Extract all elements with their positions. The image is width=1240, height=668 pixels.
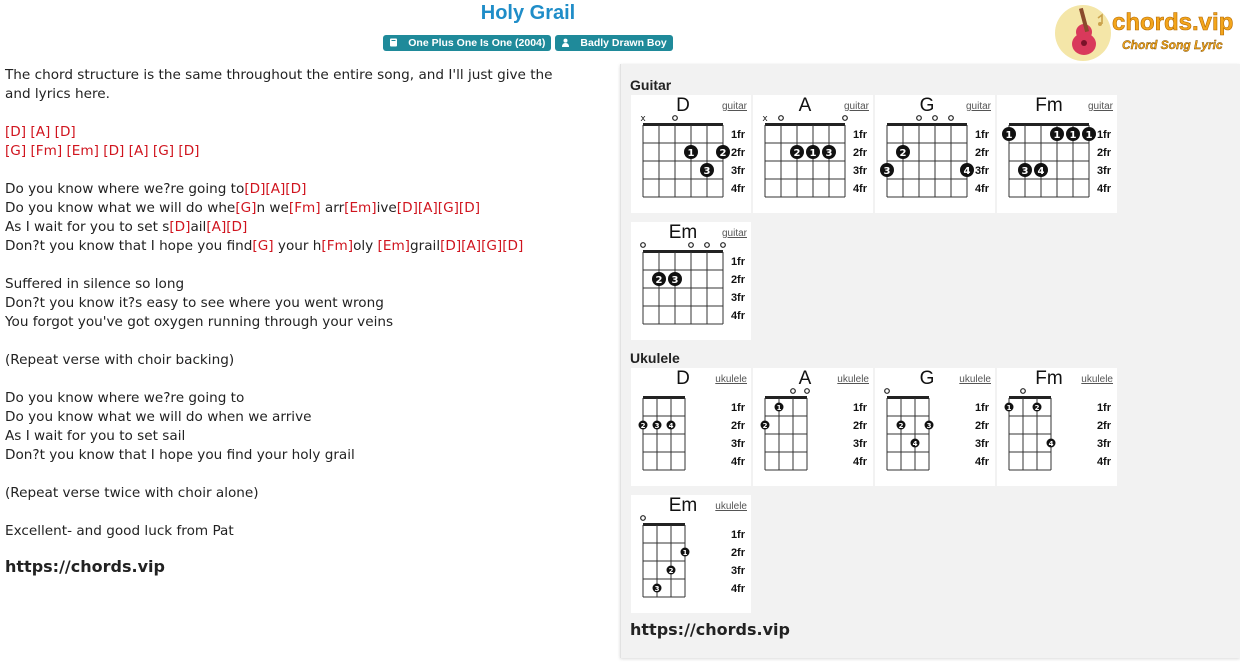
fret-label: 1fr: [730, 256, 745, 268]
fret-label: 1fr: [730, 402, 745, 414]
lyric-line: [5, 427, 605, 446]
chord-tag[interactable]: [D][A][G][D]: [440, 238, 524, 254]
finger-number: 2: [719, 148, 727, 159]
ukulele-link[interactable]: ukulele: [837, 374, 869, 385]
ukulele-chord-em[interactable]: [631, 495, 751, 613]
lyric-line: [5, 503, 605, 522]
lyric-text: You forgot you've got oxygen running through your veins: [5, 314, 394, 330]
finger-number: 4: [963, 166, 971, 177]
finger-number: 2: [762, 422, 768, 430]
fret-label: 1fr: [974, 129, 989, 141]
chord-name: Em: [668, 222, 698, 243]
lyric-line: [5, 275, 605, 294]
lyric-text: (Repeat verse twice with choir alone): [5, 485, 259, 501]
fret-label: 4fr: [730, 456, 745, 468]
finger-number: 4: [912, 440, 918, 448]
chord-tag[interactable]: [Fm]: [321, 238, 354, 254]
finger-number: 2: [1034, 404, 1040, 412]
chord-tag[interactable]: [Em]: [377, 238, 410, 254]
guitar-link[interactable]: guitar: [965, 101, 991, 112]
lyrics-body: [5, 66, 605, 541]
chord-tag[interactable]: [Em]: [344, 200, 377, 216]
chord-name: Fm: [1035, 95, 1063, 116]
lyric-text: Don?t you know that I hope you find: [5, 238, 253, 254]
lyric-line: [5, 256, 605, 275]
finger-number: 1: [1005, 130, 1013, 141]
finger-number: 3: [825, 148, 833, 159]
finger-number: 1: [1053, 130, 1061, 141]
fret-label: 4fr: [852, 183, 867, 195]
guitar-chord-a[interactable]: [753, 95, 873, 213]
nut: [887, 123, 967, 126]
lyric-text: Don?t you know that I hope you find your holy grail: [5, 447, 355, 463]
fret-label: 3fr: [974, 438, 989, 450]
ukulele-chord-fm[interactable]: [997, 368, 1117, 486]
nut: [643, 396, 685, 399]
ukulele-link[interactable]: ukulele: [715, 501, 747, 512]
ukulele-link[interactable]: ukulele: [715, 374, 747, 385]
guitar-chord-fm[interactable]: [997, 95, 1117, 213]
fret-label: 4fr: [974, 456, 989, 468]
chord-tag[interactable]: [D]: [54, 124, 76, 140]
logo-brand: chords.vip: [1112, 9, 1234, 36]
chord-name: Fm: [1035, 368, 1063, 389]
fret-label: 4fr: [730, 310, 745, 322]
lyric-text: The chord structure is the same throughout the entire song, and I'll just give the and lyrics here.: [5, 67, 553, 102]
lyric-text: As I wait for you to set s: [5, 219, 170, 235]
nut: [765, 123, 845, 126]
chord-tag[interactable]: [Fm]: [288, 200, 321, 216]
logo-tagline: Chord Song Lyric: [1122, 38, 1223, 52]
finger-number: 3: [703, 166, 711, 177]
lyric-line: [5, 389, 605, 408]
fret-label: 1fr: [730, 529, 745, 541]
finger-number: 3: [654, 585, 660, 593]
finger-number: 1: [1006, 404, 1012, 412]
fret-label: 3fr: [730, 565, 745, 577]
lyric-text: oly: [353, 238, 378, 254]
guitar-section-title: Guitar: [630, 77, 672, 93]
lyric-line: [5, 66, 553, 104]
album-icon: [389, 36, 398, 45]
nut: [1009, 396, 1051, 399]
fret-label: 3fr: [852, 165, 867, 177]
finger-number: 1: [687, 148, 695, 159]
lyric-text: grail: [410, 238, 441, 254]
finger-number: 2: [793, 148, 801, 159]
guitar-link[interactable]: guitar: [721, 228, 747, 239]
lyric-line: [5, 465, 605, 484]
artist-label: Badly Drawn Boy: [580, 37, 667, 49]
lyric-line: [5, 123, 605, 142]
nut: [887, 396, 929, 399]
ukulele-section-title: Ukulele: [630, 350, 680, 366]
lyric-text: As I wait for you to set sail: [5, 428, 186, 444]
fret-label: 3fr: [730, 438, 745, 450]
lyric-line: [5, 408, 605, 427]
lyric-line: [5, 142, 605, 161]
chord-tag[interactable]: [A]: [30, 124, 51, 140]
ukulele-chord-d[interactable]: [631, 368, 751, 486]
lyric-text: Do you know where we?re going to: [5, 181, 245, 197]
lyric-text: Do you know where we?re going to: [5, 390, 245, 406]
lyric-line: [5, 484, 605, 503]
chord-name: Em: [668, 495, 698, 516]
fret-label: 3fr: [852, 438, 867, 450]
chord-tag[interactable]: [D][A][G][D]: [396, 200, 480, 216]
lyric-line: [5, 161, 605, 180]
guitar-chord-em[interactable]: [631, 222, 751, 340]
fret-label: 2fr: [852, 420, 867, 432]
finger-number: 1: [1069, 130, 1077, 141]
guitar-chord-g[interactable]: [875, 95, 995, 213]
finger-number: 4: [668, 422, 674, 430]
song-badges: [0, 35, 1056, 51]
fret-label: 1fr: [1096, 402, 1111, 414]
guitar-chord-d[interactable]: [631, 95, 751, 213]
lyric-line: [5, 237, 605, 256]
chord-tag[interactable]: [G]: [252, 238, 274, 254]
fret-label: 3fr: [1096, 165, 1111, 177]
nut: [643, 523, 685, 526]
chord-tag[interactable]: [Fm]: [30, 143, 63, 159]
fret-label: 2fr: [730, 547, 745, 559]
fret-label: 2fr: [730, 274, 745, 286]
fret-label: 1fr: [730, 129, 745, 141]
nut: [765, 396, 807, 399]
chord-tag[interactable]: [D]: [5, 124, 27, 140]
user-icon: [561, 36, 570, 45]
finger-number: 3: [654, 422, 660, 430]
finger-number: 1: [809, 148, 817, 159]
lyric-text: Suffered in silence so long: [5, 276, 185, 292]
finger-number: 2: [640, 422, 646, 430]
lyric-text: Do you know what we will do whe: [5, 200, 236, 216]
fret-label: 1fr: [852, 402, 867, 414]
fret-label: 4fr: [730, 583, 745, 595]
finger-number: 4: [1048, 440, 1054, 448]
finger-number: 2: [898, 422, 904, 430]
finger-number: 4: [1037, 166, 1045, 177]
lyric-text: Excellent- and good luck from Pat: [5, 523, 234, 539]
chord-tag[interactable]: [D]: [169, 219, 191, 235]
fret-label: 1fr: [852, 129, 867, 141]
lyric-line: [5, 446, 605, 465]
chord-tag[interactable]: [D][A][D]: [244, 181, 307, 197]
chord-tag[interactable]: [Em]: [66, 143, 99, 159]
lyric-line: [5, 180, 605, 199]
lyric-text: your h: [273, 238, 322, 254]
ukulele-link[interactable]: ukulele: [1081, 374, 1113, 385]
finger-number: 3: [671, 275, 679, 286]
lyric-text: ail: [190, 219, 207, 235]
fret-label: 3fr: [730, 165, 745, 177]
lyric-line: [5, 218, 605, 237]
nut: [643, 123, 723, 126]
guitar-link[interactable]: guitar: [721, 101, 747, 112]
fret-label: 2fr: [1096, 420, 1111, 432]
finger-number: 2: [899, 148, 907, 159]
fret-label: 3fr: [730, 292, 745, 304]
lyric-line: [5, 351, 605, 370]
chord-name: D: [676, 95, 690, 116]
nut: [1009, 123, 1089, 126]
finger-number: 1: [682, 549, 688, 557]
fret-label: 4fr: [1096, 456, 1111, 468]
finger-number: 3: [883, 166, 891, 177]
fret-label: 4fr: [974, 183, 989, 195]
fret-label: 2fr: [730, 147, 745, 159]
finger-number: 1: [776, 404, 782, 412]
lyric-text: ive: [376, 200, 397, 216]
fret-label: 2fr: [974, 420, 989, 432]
chord-tag[interactable]: [D]: [178, 143, 200, 159]
chord-name: D: [676, 368, 690, 389]
chord-tag[interactable]: [A]: [128, 143, 149, 159]
lyric-line: [5, 294, 605, 313]
lyric-text: Don?t you know it?s easy to see where you went wrong: [5, 295, 384, 311]
ukulele-chord-a[interactable]: [753, 368, 873, 486]
finger-number: 3: [1021, 166, 1029, 177]
guitar-link[interactable]: guitar: [1087, 101, 1113, 112]
album-label: One Plus One Is One (2004): [408, 37, 546, 49]
muted-string-mark: x: [762, 114, 768, 124]
site-url-panel[interactable]: https://chords.vip: [630, 620, 790, 639]
chord-name: A: [798, 368, 812, 389]
chord-name: G: [919, 95, 935, 116]
fret-label: 2fr: [1096, 147, 1111, 159]
fret-label: 4fr: [730, 183, 745, 195]
lyric-line: [5, 313, 605, 332]
lyric-line: [5, 104, 605, 123]
fret-label: 4fr: [1096, 183, 1111, 195]
fret-label: 4fr: [852, 456, 867, 468]
lyric-line: [5, 199, 605, 218]
album-badge[interactable]: [383, 35, 551, 51]
lyric-text: n we: [256, 200, 289, 216]
site-logo[interactable]: [1054, 4, 1234, 62]
chord-tag[interactable]: [G]: [235, 200, 257, 216]
fret-label: 2fr: [974, 147, 989, 159]
lyric-text: Do you know what we will do when we arrive: [5, 409, 312, 425]
fret-label: 3fr: [974, 165, 989, 177]
fret-label: 3fr: [1096, 438, 1111, 450]
chord-tag[interactable]: [G]: [152, 143, 175, 159]
chord-name: A: [798, 95, 812, 116]
fret-label: 1fr: [1096, 129, 1111, 141]
lyric-text: (Repeat verse with choir backing): [5, 352, 235, 368]
fret-label: 2fr: [852, 147, 867, 159]
chord-tag[interactable]: [D]: [103, 143, 125, 159]
lyric-line: [5, 332, 605, 351]
lyric-line: [5, 522, 605, 541]
chord-name: G: [919, 368, 935, 389]
muted-string-mark: x: [640, 114, 646, 124]
finger-number: 3: [926, 422, 932, 430]
artist-badge[interactable]: [555, 35, 672, 51]
ukulele-link[interactable]: ukulele: [959, 374, 991, 385]
fret-label: 1fr: [974, 402, 989, 414]
guitar-link[interactable]: guitar: [843, 101, 869, 112]
lyric-text: arr: [320, 200, 345, 216]
chord-tag[interactable]: [A][D]: [206, 219, 248, 235]
fret-label: 2fr: [730, 420, 745, 432]
lyric-line: [5, 370, 605, 389]
song-title: Holy Grail: [480, 2, 576, 24]
finger-number: 2: [668, 567, 674, 575]
nut: [643, 250, 723, 253]
finger-number: 2: [655, 275, 663, 286]
ukulele-chord-g[interactable]: [875, 368, 995, 486]
chord-tag[interactable]: [G]: [5, 143, 27, 159]
site-url-footer[interactable]: https://chords.vip: [5, 557, 165, 576]
finger-number: 1: [1085, 130, 1093, 141]
